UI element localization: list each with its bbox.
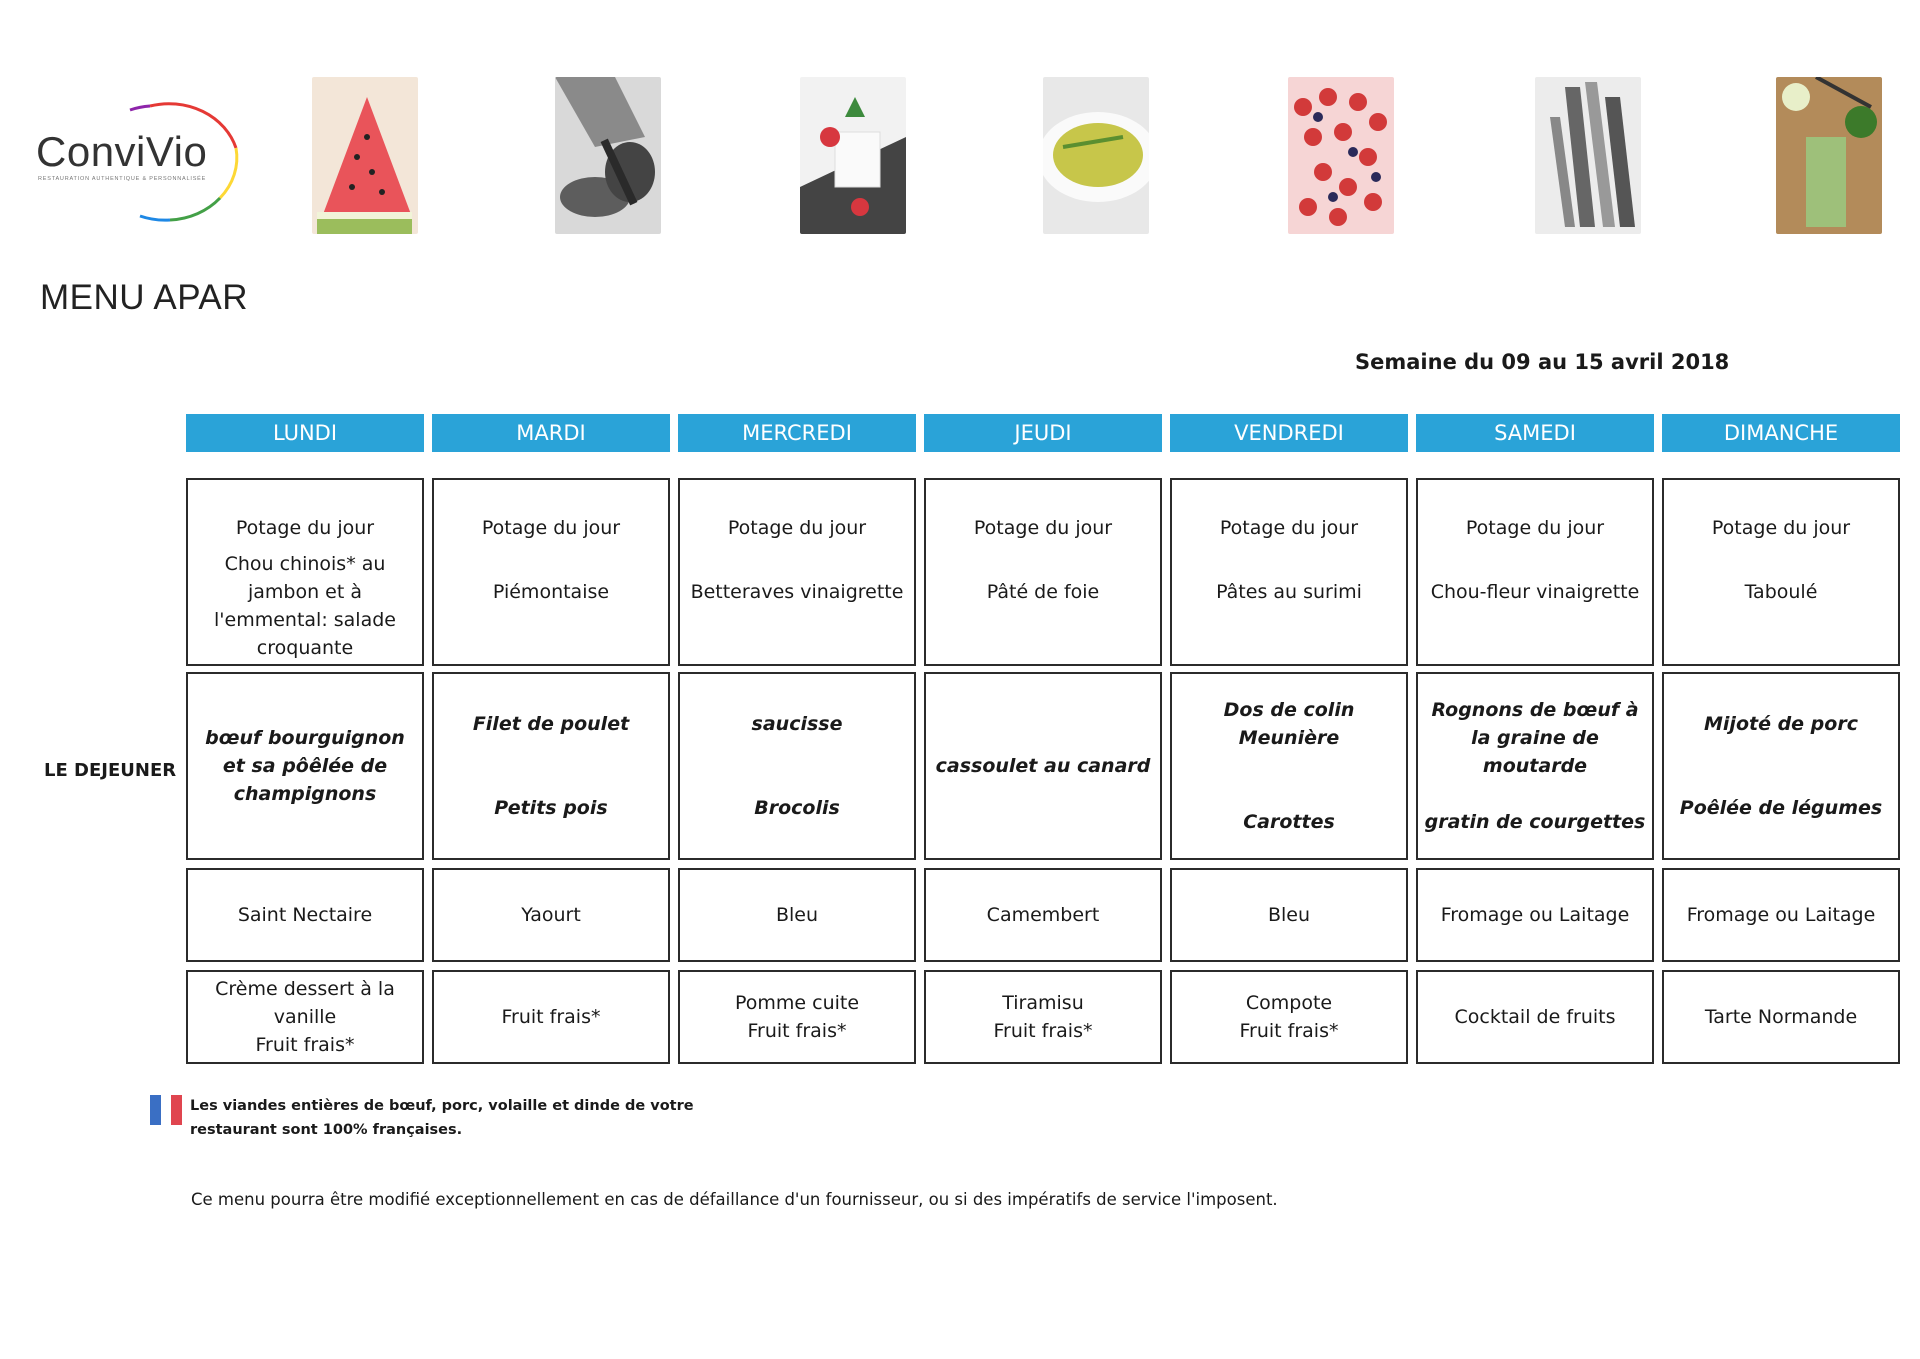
entree-cell [678, 478, 916, 666]
side-dish: Brocolis [754, 797, 840, 819]
starter-label: Taboulé [1744, 581, 1818, 603]
side-dish: gratin de courgettes [1424, 811, 1646, 833]
entree-cell [1416, 478, 1654, 666]
dessert-line: Fruit frais* [501, 1006, 601, 1028]
side-dish: Petits pois [494, 797, 608, 819]
day-header-samedi: SAMEDI [1416, 414, 1654, 452]
cheese-cell [432, 868, 670, 962]
knife-cutting-photo [555, 77, 661, 234]
soup-label: Potage du jour [235, 517, 375, 539]
cheese-label: Camembert [986, 904, 1100, 926]
entree-cell [924, 478, 1162, 666]
main-dish: Rognons de bœuf à la graine de moutarde [1431, 699, 1639, 777]
starter-label: Pâtes au surimi [1216, 581, 1362, 603]
watermelon-photo [312, 77, 418, 234]
dessert-cell [924, 970, 1162, 1064]
entree-cell [186, 478, 424, 666]
day-header-jeudi: JEUDI [924, 414, 1162, 452]
vegetables-board-photo [1776, 77, 1882, 234]
main-course-cell [1662, 672, 1900, 860]
logo-wordmark: ConviVio [36, 128, 208, 175]
menu-disclaimer: Ce menu pourra être modifié exceptionnellement en cas de défaillance d'un fournisseur, ou si des impératifs de service l'imposent. [191, 1190, 1278, 1209]
main-dish: bœuf bourguignon et sa pôêlée de champignons [205, 727, 405, 805]
cheese-label: Bleu [775, 904, 819, 926]
cheese-cell [1416, 868, 1654, 962]
day-header-mercredi: MERCREDI [678, 414, 916, 452]
week-range: Semaine du 09 au 15 avril 2018 [1355, 350, 1730, 374]
cheese-cell [1662, 868, 1900, 962]
day-header-mardi: MARDI [432, 414, 670, 452]
soup-label: Potage du jour [481, 517, 621, 539]
starter-label: Pâté de foie [986, 581, 1100, 603]
day-header-vendredi: VENDREDI [1170, 414, 1408, 452]
side-dish: Poêlée de légumes [1679, 797, 1883, 819]
entree-cell [432, 478, 670, 666]
cheese-cell [1170, 868, 1408, 962]
french-flag-icon [150, 1095, 182, 1125]
dessert-line: Fruit frais* [747, 1020, 847, 1042]
dessert-cell [432, 970, 670, 1064]
soup-label: Potage du jour [1465, 517, 1605, 539]
dessert-line: Pomme cuite [734, 992, 860, 1014]
cheese-label: Fromage ou Laitage [1440, 904, 1630, 926]
dessert-cell [1662, 970, 1900, 1064]
dessert-cell [186, 970, 424, 1064]
meal-label: LE DEJEUNER [44, 760, 177, 781]
starter-label: Piémontaise [492, 581, 610, 603]
cheese-label: Saint Nectaire [237, 904, 373, 926]
main-course-cell [186, 672, 424, 860]
main-course-cell [1170, 672, 1408, 860]
cheese-cell [924, 868, 1162, 962]
dessert-line: Compote [1245, 992, 1333, 1014]
main-dish: Filet de poulet [472, 713, 630, 735]
day-header-lundi: LUNDI [186, 414, 424, 452]
convivio-logo [30, 88, 250, 228]
dessert-cell [1416, 970, 1654, 1064]
page-title: MENU APAR [40, 278, 249, 317]
soup-label: Potage du jour [1711, 517, 1851, 539]
main-course-cell [924, 672, 1162, 860]
dessert-line: Crème dessert à la vanille [215, 978, 395, 1028]
main-course-cell [1416, 672, 1654, 860]
dessert-plate-photo [800, 77, 906, 234]
cutlery-photo [1535, 77, 1641, 234]
entree-cell [1170, 478, 1408, 666]
day-header-dimanche: DIMANCHE [1662, 414, 1900, 452]
dessert-line: Tiramisu [1002, 992, 1084, 1014]
dessert-line: Cocktail de fruits [1454, 1006, 1616, 1028]
dessert-line: Tarte Normande [1704, 1006, 1858, 1028]
dessert-line: Fruit frais* [255, 1034, 355, 1056]
entree-cell [1662, 478, 1900, 666]
cheese-label: Fromage ou Laitage [1686, 904, 1876, 926]
side-dish: Carottes [1243, 811, 1335, 833]
soup-label: Potage du jour [727, 517, 867, 539]
berries-photo [1288, 77, 1394, 234]
main-dish: Mijoté de porc [1704, 713, 1858, 735]
starter-label: Betteraves vinaigrette [690, 581, 904, 603]
main-dish: saucisse [751, 713, 843, 735]
starter-label: Chou-fleur vinaigrette [1430, 581, 1640, 603]
dessert-cell [678, 970, 916, 1064]
cheese-label: Yaourt [521, 904, 581, 926]
soup-label: Potage du jour [973, 517, 1113, 539]
cheese-label: Bleu [1267, 904, 1311, 926]
dessert-line: Fruit frais* [1239, 1020, 1339, 1042]
main-dish: Dos de colin Meunière [1223, 699, 1355, 749]
dessert-cell [1170, 970, 1408, 1064]
dessert-line: Fruit frais* [993, 1020, 1093, 1042]
cheese-cell [186, 868, 424, 962]
logo-tagline: RESTAURATION AUTHENTIQUE & PERSONNALISÉE [38, 176, 207, 182]
main-dish: cassoulet au canard [935, 755, 1151, 777]
starter-label: Chou chinois* au jambon et à l'emmental: salade croquante [214, 553, 396, 659]
soup-bowl-photo [1043, 77, 1149, 234]
origin-footnote: Les viandes entières de bœuf, porc, volaille et dinde de votre restaurant sont 100% françaises. [190, 1098, 694, 1138]
cheese-cell [678, 868, 916, 962]
main-course-cell [678, 672, 916, 860]
soup-label: Potage du jour [1219, 517, 1359, 539]
main-course-cell [432, 672, 670, 860]
